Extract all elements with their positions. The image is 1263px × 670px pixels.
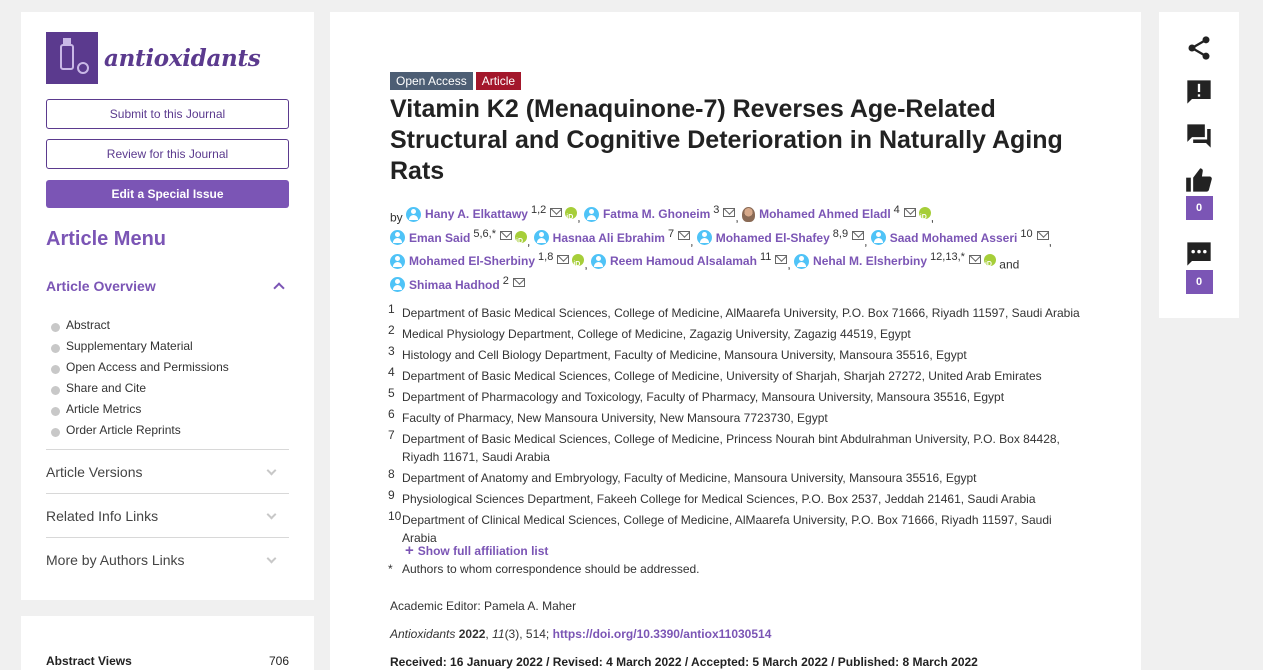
overview-item-share-cite[interactable]: Share and Cite — [51, 377, 229, 398]
mail-icon[interactable] — [852, 231, 864, 240]
affiliation-item: 9 Physiological Sciences Department, Fakeeh College for Medical Sciences, P.O. Box 2537, Jeddah 21461, Saudi Arabia — [388, 488, 1036, 506]
abstract-views-value: 706 — [268, 654, 289, 668]
affiliation-item: 7 Department of Basic Medical Sciences, College of Medicine, Princess Nourah bint Abdulrahman University, P.O. Box 84428, Riyadh 11671, Saudi Arabia — [388, 428, 1060, 464]
plus-icon: + — [405, 542, 414, 559]
like-count: 0 — [1186, 196, 1213, 220]
bullet-icon — [51, 428, 60, 437]
person-icon — [534, 230, 549, 245]
related-info-toggle[interactable] — [46, 493, 289, 537]
orcid-icon[interactable] — [515, 231, 527, 243]
correspondence-note: * Authors to whom correspondence should be addressed. — [388, 562, 700, 576]
abstract-views-row — [46, 654, 289, 668]
affiliation-item: 1 Department of Basic Medical Sciences, College of Medicine, AlMaarefa University, P.O. Box 71666, Riyadh 11597, Saudi Arabia — [388, 302, 1080, 320]
article-menu-title: Article Menu — [46, 228, 167, 250]
person-icon — [406, 207, 421, 222]
related-info-label: Related Info Links — [46, 507, 159, 524]
author[interactable]: Nehal M. Elsherbiny 12,13,* iD — [794, 251, 996, 271]
author[interactable]: Mohamed El-Shafey 8,9 — [697, 228, 864, 248]
discussion-button[interactable] — [1184, 122, 1214, 150]
share-button[interactable] — [1184, 34, 1214, 62]
author-photo — [742, 207, 755, 222]
person-icon — [390, 230, 405, 245]
article-versions-label: Article Versions — [46, 463, 143, 480]
person-icon — [591, 254, 606, 269]
review-button[interactable]: Review for this Journal — [46, 139, 289, 169]
like-button[interactable] — [1184, 166, 1214, 220]
mail-icon[interactable] — [775, 255, 787, 264]
orcid-icon[interactable] — [984, 254, 996, 266]
article-title: Vitamin K2 (Menaquinone-7) Reverses Age-Related Structural and Cognitive Deterioration in Naturally Aging Rats — [390, 95, 1063, 185]
affiliation-item: 5 Department of Pharmacology and Toxicology, Faculty of Pharmacy, Mansoura University, Mansoura 35516, Egypt — [388, 386, 1005, 404]
bullet-icon — [51, 407, 60, 416]
citation: Antioxidants 2022, 11(3), 514; https://doi.org/10.3390/antiox11030514 — [390, 627, 772, 641]
submit-button[interactable]: Submit to this Journal — [46, 99, 289, 129]
article-badges — [390, 72, 521, 90]
affiliation-list — [388, 304, 1088, 550]
mail-icon[interactable] — [1037, 231, 1049, 240]
bullet-icon — [51, 344, 60, 353]
doi-link[interactable]: https://doi.org/10.3390/antiox11030514 — [552, 627, 772, 641]
mail-icon[interactable] — [500, 231, 512, 240]
article-overview-label: Article Overview — [46, 278, 156, 294]
overview-item-abstract[interactable]: Abstract — [51, 314, 229, 335]
comments-button[interactable] — [1184, 240, 1214, 294]
overview-item-reprints[interactable]: Order Article Reprints — [51, 419, 229, 440]
author[interactable]: Fatma M. Ghoneim 3 — [584, 204, 735, 224]
forum-icon — [1185, 122, 1213, 150]
affiliation-item: 4 Department of Basic Medical Sciences, College of Medicine, University of Sharjah, Sharjah 27272, United Arab Emirates — [388, 365, 1042, 383]
author[interactable]: Hasnaa Ali Ebrahim 7 — [534, 228, 690, 248]
person-icon — [697, 230, 712, 245]
thumbs-up-icon — [1184, 166, 1214, 194]
bullet-icon — [51, 386, 60, 395]
mail-icon[interactable] — [557, 255, 569, 264]
metrics-card — [21, 616, 314, 670]
mail-icon[interactable] — [550, 208, 562, 217]
mail-icon[interactable] — [904, 208, 916, 217]
journal-logo-icon — [46, 32, 98, 84]
academic-editor: Academic Editor: Pamela A. Maher — [390, 599, 577, 613]
mail-icon[interactable] — [513, 278, 525, 287]
comment-icon — [1185, 240, 1213, 268]
mail-icon[interactable] — [678, 231, 690, 240]
show-affiliations-link[interactable]: + Show full affiliation list — [405, 542, 549, 559]
affiliation-item: 8 Department of Anatomy and Embryology, Faculty of Medicine, Mansoura University, Mansoura 35516, Egypt — [388, 467, 977, 485]
affiliation-item: 6 Faculty of Pharmacy, New Mansoura University, New Mansoura 7723730, Egypt — [388, 407, 828, 425]
orcid-icon[interactable] — [919, 207, 931, 219]
journal-logo[interactable] — [46, 32, 260, 84]
comment-count: 0 — [1186, 270, 1213, 294]
chevron-down-icon — [267, 510, 277, 520]
orcid-icon[interactable] — [565, 207, 577, 219]
affiliation-item: 2 Medical Physiology Department, College of Medicine, Zagazig University, Zagazig 44519, Egypt — [388, 323, 911, 341]
orcid-icon[interactable] — [572, 254, 584, 266]
overview-item-supplementary[interactable]: Supplementary Material — [51, 335, 229, 356]
chevron-down-icon — [267, 554, 277, 564]
affiliation-item: 3 Histology and Cell Biology Department, Faculty of Medicine, Mansoura University, Mansoura 35516, Egypt — [388, 344, 967, 362]
author-list: by Hany A. Elkattawy 1,2 iD , Fatma M. Ghoneim 3 , Mohamed Ahmed Eladl 4 iD , Eman Said 5,6,* iD , Hasnaa Ali Ebrahim 7 , Mohamed El-Shafey 8,9 , Saad Mohamed Asseri 10 , Mohamed El-Sherbiny 1,8 iD , Reem Hamoud Alsalamah 11 , Nehal M. Elsherbiny 12,13,* iD and Shimaa Hadhod 2 — [390, 204, 1090, 298]
author[interactable]: Shimaa Hadhod 2 — [390, 275, 525, 295]
author[interactable]: Saad Mohamed Asseri 10 — [871, 228, 1049, 248]
share-icon — [1185, 34, 1213, 62]
report-icon — [1185, 78, 1213, 106]
bullet-icon — [51, 365, 60, 374]
article-tools — [1159, 12, 1239, 318]
overview-item-open-access[interactable]: Open Access and Permissions — [51, 356, 229, 377]
author[interactable]: Hany A. Elkattawy 1,2 iD — [406, 204, 577, 224]
more-authors-label: More by Authors Links — [46, 551, 185, 568]
article-dates: Received: 16 January 2022 / Revised: 4 March 2022 / Accepted: 5 March 2022 / Published: 8 March 2022 — [390, 655, 978, 669]
author[interactable]: Reem Hamoud Alsalamah 11 — [591, 251, 787, 271]
article-overview-toggle[interactable] — [46, 278, 289, 294]
mail-icon[interactable] — [723, 208, 735, 217]
more-authors-toggle[interactable] — [46, 537, 289, 581]
mail-icon[interactable] — [969, 255, 981, 264]
author[interactable]: Mohamed El-Sherbiny 1,8 iD — [390, 251, 584, 271]
author[interactable]: Eman Said 5,6,* iD — [390, 228, 527, 248]
open-access-badge[interactable]: Open Access — [390, 72, 473, 90]
by-label: by — [390, 210, 403, 225]
and-label: and — [999, 257, 1020, 272]
abstract-views-label: Abstract Views — [46, 654, 132, 668]
article-overview-list — [51, 314, 229, 440]
overview-item-metrics[interactable]: Article Metrics — [51, 398, 229, 419]
person-icon — [390, 277, 405, 292]
person-icon — [390, 254, 405, 269]
chevron-up-icon[interactable] — [273, 282, 284, 293]
article-versions-toggle[interactable] — [46, 449, 289, 493]
author[interactable]: Mohamed Ahmed Eladl 4 iD — [742, 204, 931, 224]
article-main — [330, 12, 1141, 670]
journal-name: antioxidants — [104, 44, 261, 72]
person-icon — [584, 207, 599, 222]
journal-sidebar — [21, 12, 314, 600]
article-type-badge: Article — [476, 72, 521, 90]
person-icon — [794, 254, 809, 269]
special-issue-button[interactable]: Edit a Special Issue — [46, 180, 289, 208]
chevron-down-icon — [267, 466, 277, 476]
report-button[interactable] — [1184, 78, 1214, 106]
person-icon — [871, 230, 886, 245]
bullet-icon — [51, 323, 60, 332]
affiliation-item: 10 Department of Clinical Medical Sciences, College of Medicine, AlMaarefa University, P.O. Box 71666, Riyadh 11597, Saudi Arabia — [388, 509, 1052, 545]
